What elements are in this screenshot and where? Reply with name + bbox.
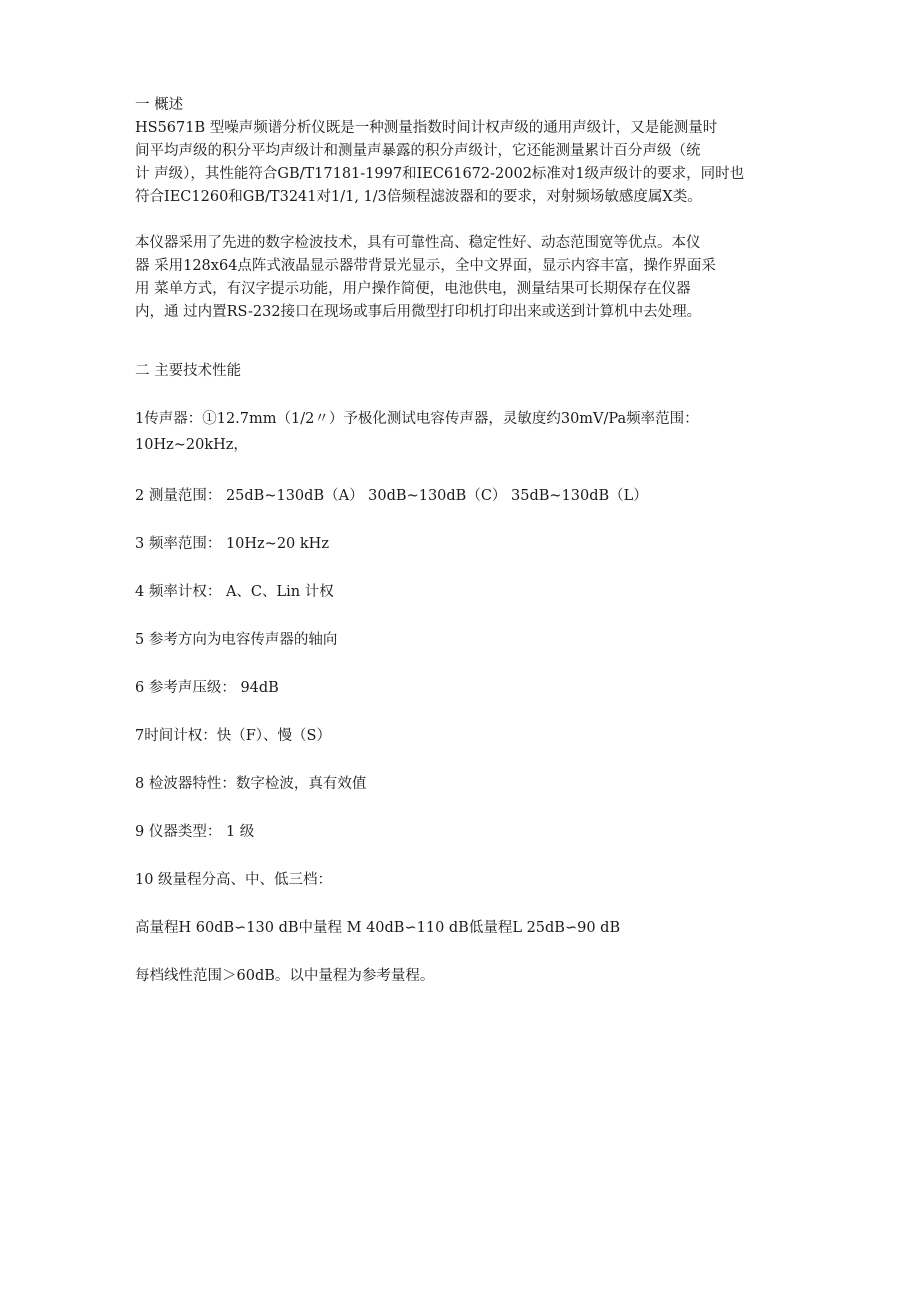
spec-item-4: 4 频率计权： A、C、Lin 计权 [135, 584, 334, 600]
spec-item-1-line2: 10Hz~20kHz， [135, 437, 248, 453]
paragraph-line: 计 声级），其性能符合GB/T17181-1997和IEC61672-2002标准对1级声级计的要求，同时也 [135, 166, 745, 182]
spec-item-8: 8 检波器特性：数字检波，真有效值 [135, 776, 367, 792]
spec-item-1-line1: 1传声器：①12.7mm（1/2〃）予极化测试电容传声器，灵敏度约30mV/Pa频率范围： [135, 411, 699, 427]
paragraph-line: 本仪器采用了先进的数字检波技术，具有可靠性高、稳定性好、动态范围宽等优点。本仪 [135, 235, 701, 251]
spec-linear-range: 每档线性范围＞60dB。以中量程为参考量程。 [135, 968, 435, 984]
paragraph-line: 间平均声级的积分平均声级计和测量声暴露的积分声级计，它还能测量累计百分声级（统 [135, 143, 701, 159]
spec-item-3: 3 频率范围： 10Hz~20 kHz [135, 536, 329, 552]
spec-item-5: 5 参考方向为电容传声器的轴向 [135, 632, 338, 648]
section-heading-overview: 一 概述 [135, 97, 184, 113]
spec-item-6: 6 参考声压级： 94dB [135, 680, 279, 696]
spec-item-7: 7时间计权：快（F）、慢（S） [135, 728, 331, 744]
paragraph-line: 器 采用128x64点阵式液晶显示器带背景光显示，全中文界面，显示内容丰富，操作界面采 [135, 258, 716, 274]
spec-item-2: 2 测量范围： 25dB~130dB（A） 30dB~130dB（C） 35dB~130dB（L） [135, 488, 648, 504]
spec-range-levels: 高量程H 60dB∽130 dB中量程 M 40dB∽110 dB低量程L 25dB∽90 dB [135, 920, 621, 936]
spec-item-10: 10 级量程分高、中、低三档： [135, 872, 333, 888]
spec-item-9: 9 仪器类型： 1 级 [135, 824, 255, 840]
section-heading-specs: 二 主要技术性能 [135, 363, 242, 379]
paragraph-line: 符合IEC1260和GB/T3241对1/1, 1/3倍频程滤波器和的要求，对射频场敏感度属X类。 [135, 189, 702, 205]
paragraph-line: 用 菜单方式，有汉字提示功能，用户操作简便，电池供电，测量结果可长期保存在仪器 [135, 281, 691, 297]
paragraph-line: HS5671B 型噪声频谱分析仪既是一种测量指数时间计权声级的通用声级计，又是能测量时 [135, 120, 718, 136]
paragraph-line: 内，通 过内置RS-232接口在现场或事后用微型打印机打印出来或送到计算机中去处理。 [135, 304, 702, 320]
